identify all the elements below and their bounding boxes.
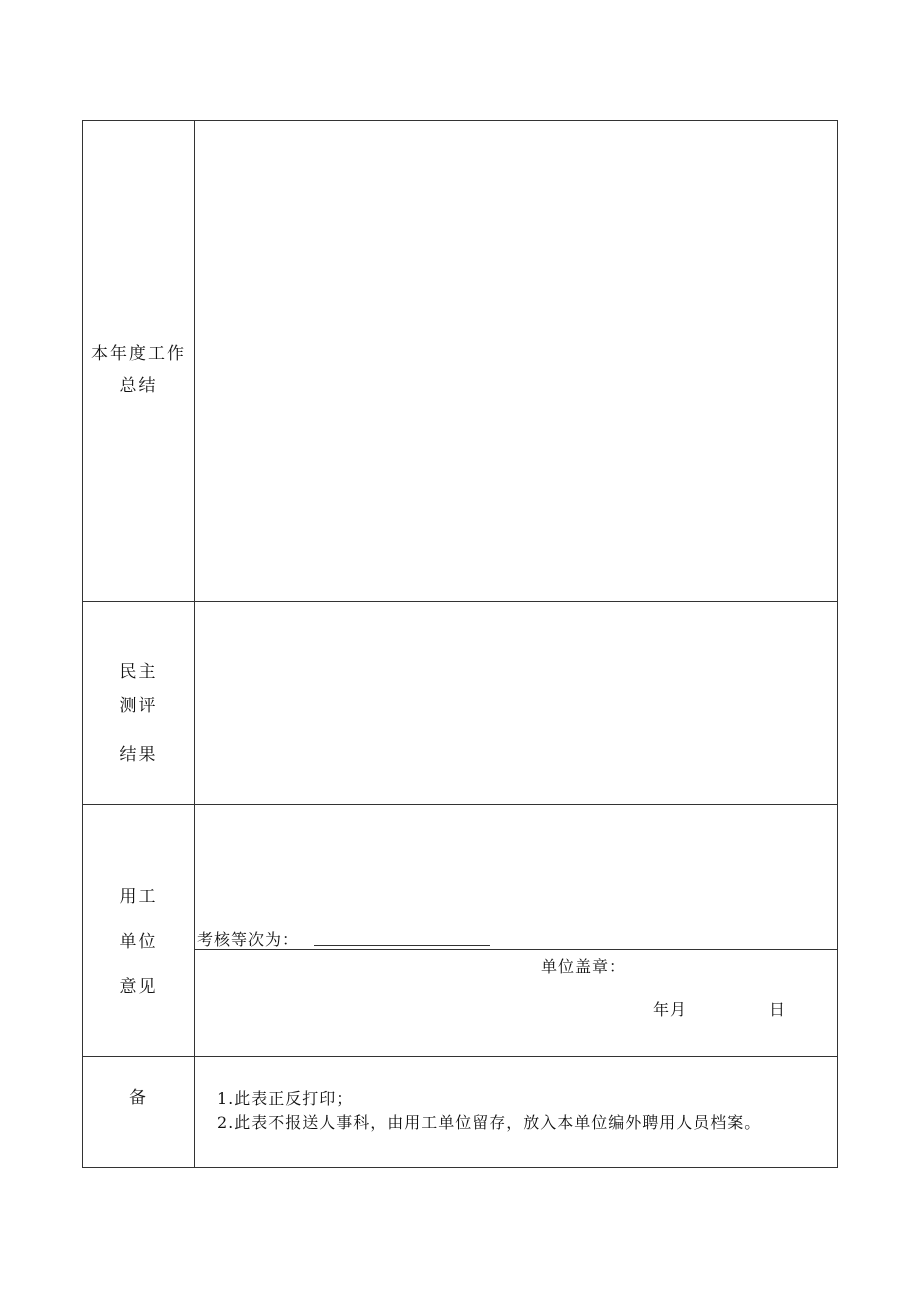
date-year-month: 年月 (653, 1000, 688, 1019)
employer-opinion-content-area (195, 805, 837, 1056)
employer-opinion-label-cell (83, 805, 195, 1056)
evaluation-label-cell (83, 602, 195, 804)
assessment-form-table (82, 120, 838, 1168)
remarks-label-cell (83, 1057, 195, 1167)
evaluation-row (83, 602, 837, 805)
grade-divider (195, 949, 837, 950)
seal-label: 单位盖章： (541, 957, 627, 976)
work-summary-label-cell (83, 121, 195, 601)
employer-opinion-label-line3: 意见 (119, 977, 158, 997)
employer-opinion-row (83, 805, 837, 1057)
remarks-row (83, 1057, 837, 1167)
remarks-note-1: 1.此表正反打印； (217, 1089, 354, 1108)
work-summary-row (83, 121, 837, 602)
evaluation-label-line3: 结果 (119, 745, 158, 765)
remarks-content-area (195, 1057, 837, 1167)
employer-opinion-label-line1: 用工 (119, 887, 158, 907)
remarks-note-2: 2.此表不报送人事科，由用工单位留存，放入本单位编外聘用人员档案。 (217, 1113, 762, 1132)
grade-label: 考核等次为： (197, 930, 300, 949)
evaluation-label-line1: 民主 (119, 662, 158, 682)
work-summary-label-line2: 总结 (119, 376, 158, 396)
evaluation-label-line2: 测评 (119, 696, 158, 716)
remarks-label: 备 (129, 1088, 148, 1108)
grade-input-line[interactable] (314, 927, 490, 946)
date-day: 日 (769, 1000, 787, 1019)
work-summary-label-line1: 本年度工作 (91, 344, 186, 364)
evaluation-content-area[interactable] (195, 602, 837, 804)
work-summary-content-area[interactable] (195, 121, 837, 601)
employer-opinion-label-line2: 单位 (119, 932, 158, 952)
